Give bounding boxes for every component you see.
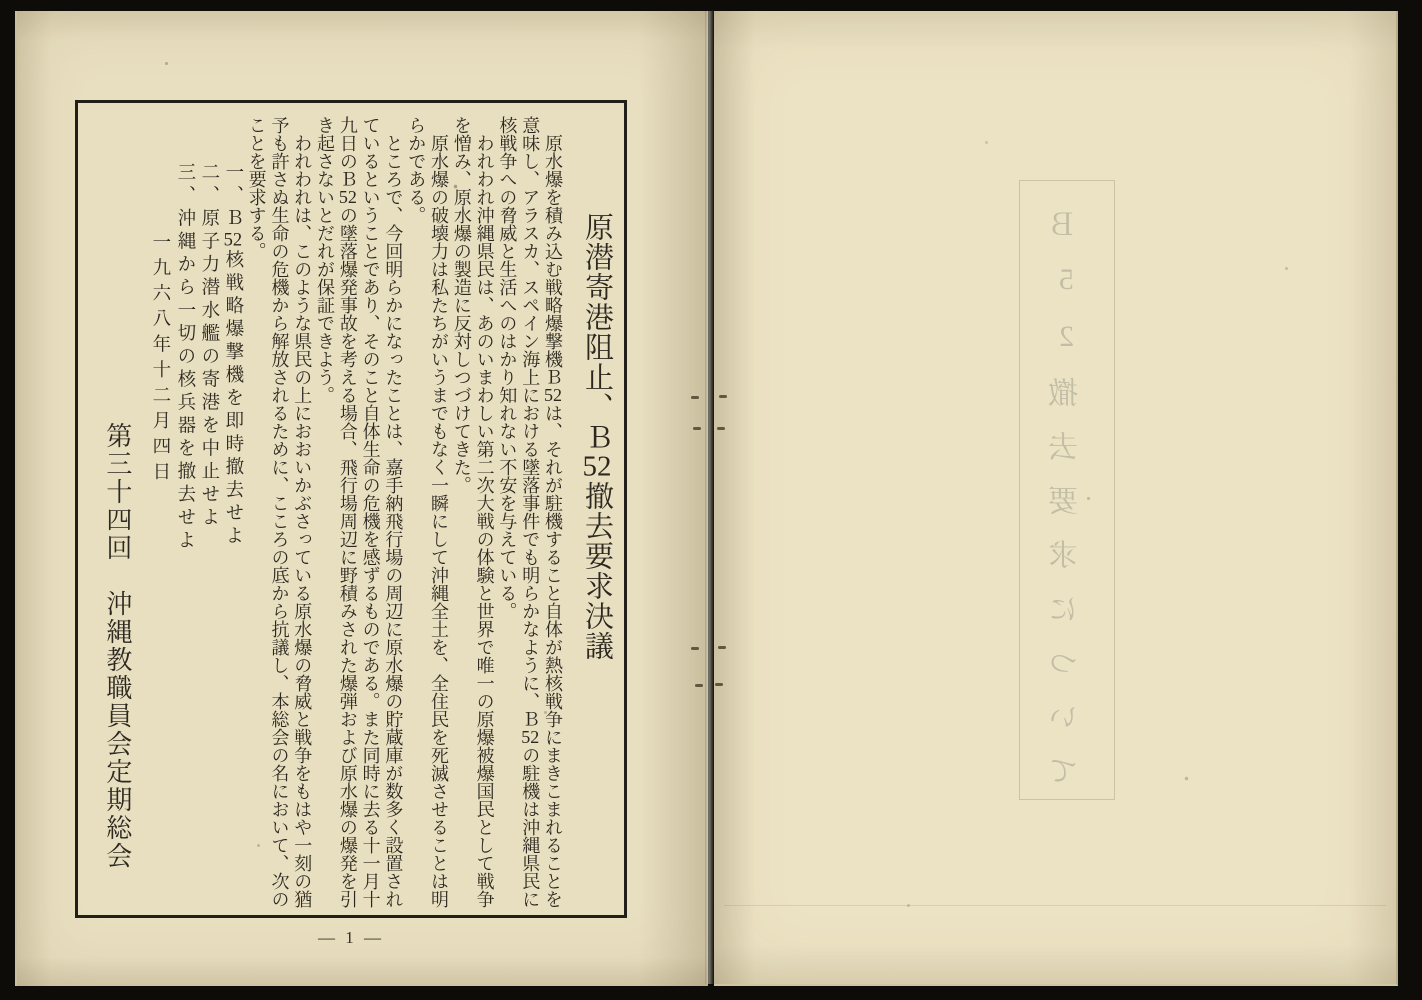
- text-column-body: き起さないとだれが保証できよう。: [315, 116, 336, 404]
- showthrough-frame: [1019, 180, 1115, 809]
- text-column-body: ところで、今回明らかになったことは、嘉手納飛行場の周辺に原水爆の貯蔵庫が数多く設置され: [383, 134, 404, 908]
- stitch-thread: [717, 427, 725, 430]
- resolution-text-frame: [75, 100, 627, 918]
- left-page: [15, 11, 708, 986]
- stitch-thread: [691, 396, 699, 399]
- text-flow: [80, 116, 620, 915]
- text-column-body: らかである。: [406, 116, 427, 224]
- page-number: — 1 —: [318, 928, 384, 947]
- text-column-list: 一、Ｂ52核戦略爆撃機を即時撤去せよ: [222, 162, 243, 549]
- text-column-list: 二、原子力潜水艦の寄港を中止せよ: [198, 162, 219, 530]
- showthrough-text: Ｂ52撤去要求について: [1050, 209, 1083, 809]
- stitch-thread: [719, 395, 727, 398]
- tatechuyoko-digits: 52: [338, 188, 357, 206]
- paper-speckles: [0, 0, 1, 1]
- text-column-body: 原水爆の破壊力は私たちがいうまでもなく一瞬にして沖縄全土を、全住民を死滅させることは明: [429, 134, 450, 908]
- text-column-body: 九日のＢ52の墜落爆発事故を考える場合、飛行場周辺に野積みされた爆弾および原水爆の爆発を引: [337, 116, 358, 908]
- text-column-body: 原水爆を積み込む戦略爆撃機Ｂ52は、それが駐機すること自体が熱核戦争にまきこまれることを: [543, 134, 563, 908]
- stitch-thread: [715, 683, 723, 686]
- text-column-body: 核戦争への脅威と生活へのはかり知れない不安を与えている。: [497, 116, 518, 620]
- paper-crease: [724, 905, 1386, 906]
- tatechuyoko-digits: 52: [544, 386, 562, 404]
- text-column-body: を憎み、原水爆の製造に反対しつづけてきた。: [451, 116, 472, 494]
- right-page: [714, 11, 1398, 986]
- text-column-body: ことを要求する。: [246, 116, 267, 260]
- stitch-thread: [691, 647, 699, 650]
- text-column-body: 予も許さぬ生命の危機から解放されるために、こころの底から抗議し、本総会の名において、次の: [269, 116, 290, 908]
- stitch-thread: [718, 646, 726, 649]
- document-title-column: 原潜寄港阻止、Ｂ52撤去要求決議: [581, 212, 613, 661]
- tatechuyoko-digits: 52: [521, 728, 540, 746]
- tatechuyoko-digits: 52: [223, 231, 243, 250]
- stitch-thread: [695, 684, 703, 687]
- text-column-list: 三、沖縄から一切の核兵器を撤去せよ: [174, 162, 195, 553]
- text-column-body: 意味し、アラスカ、スペイン海上における墜落事件でも明らかなように、Ｂ52の駐機は沖縄県民に: [520, 116, 541, 908]
- binding-gutter: [705, 11, 714, 984]
- text-column-body: ているということであり、そのこと自体生命の危機を感ずるものである。また同時に去る十一月十: [360, 116, 381, 908]
- text-column-date: 一九六八年十二月四日: [149, 232, 170, 487]
- text-column-body: われわれは、このような県民の上におおいかぶさっている原水爆の脅威と戦争をもはや一刻の猶: [292, 134, 313, 908]
- text-column-body: われわれ沖縄県民は、あのいまわしい第二次大戦の体験と世界で唯一の原爆被爆国民として戦争: [474, 134, 495, 908]
- tatechuyoko-digits: 52: [582, 452, 612, 481]
- stitch-thread: [693, 427, 701, 430]
- text-column-signature: 第三十四回 沖縄教職員会定期総会: [102, 422, 132, 870]
